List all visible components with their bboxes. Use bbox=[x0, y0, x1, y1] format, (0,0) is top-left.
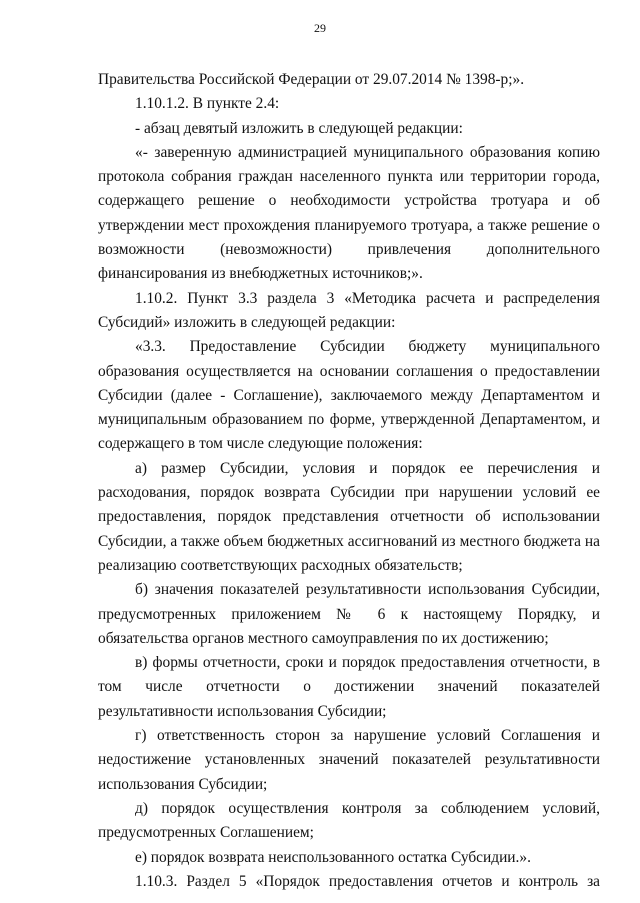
paragraph: «3.3. Предоставление Субсидии бюджету муниципального образования осуществляется на основании соглашения о предоставлении Субсидии (далее - Соглашение), заключаемого между Департаментом и муниципальным образованием по форме, утвержденной Департаментом, и содержащего в том числе следующие положения: bbox=[98, 338, 600, 453]
paragraph: - абзац девятый изложить в следующей редакции: bbox=[135, 119, 463, 137]
page-number: 29 bbox=[314, 21, 326, 35]
paragraph: а) размер Субсидии, условия и порядок ее перечисления и расходования, порядок возврата Субсидии при нарушении условий ее предоставления, порядок представления отчетности об использовании Субсидии, а также объем бюджетных ассигнований из местного бюджета на реализацию соответствующих расходных обязательств; bbox=[98, 459, 600, 574]
paragraph: Правительства Российской Федерации от 29.07.2014 № 1398-р;». bbox=[98, 71, 525, 88]
paragraph: «- заверенную администрацией муниципального образования копию протокола собрания граждан населенного пункта или территории города, содержащего решение о необходимости устройства тротуара и об утверждении мест прохождения планируемого тротуара, а также решение о возможности (невозможности) привлечения дополнительного финансирования из внебюджетных источников;». bbox=[98, 143, 600, 283]
paragraph: д) порядок осуществления контроля за соблюдением условий, предусмотренных Соглашением; bbox=[98, 799, 600, 842]
paragraph: 1.10.2. Пункт 3.3 раздела 3 «Методика расчета и распределения Субсидий» изложить в следующей редакции: bbox=[98, 289, 600, 331]
paragraph: в) формы отчетности, сроки и порядок предоставления отчетности, в том числе отчетности о достижении значений показателей результативности использования Субсидии; bbox=[98, 654, 600, 720]
paragraph: г) ответственность сторон за нарушение условий Соглашения и недостижение установленных значений показателей результативности использования Субсидии; bbox=[98, 727, 600, 793]
paragraph: е) порядок возврата неиспользованного остатка Субсидии.». bbox=[135, 848, 531, 866]
paragraph: 1.10.3. Раздел 5 «Порядок предоставления отчетов и контроль за bbox=[135, 872, 600, 890]
paragraph: 1.10.1.2. В пункте 2.4: bbox=[135, 95, 280, 113]
paragraph: б) значения показателей результативности использования Субсидии, предусмотренных приложением № 6 к настоящему Порядку, и обязательства органов местного самоуправления по их достижению; bbox=[98, 581, 600, 647]
document-body bbox=[98, 68, 600, 894]
